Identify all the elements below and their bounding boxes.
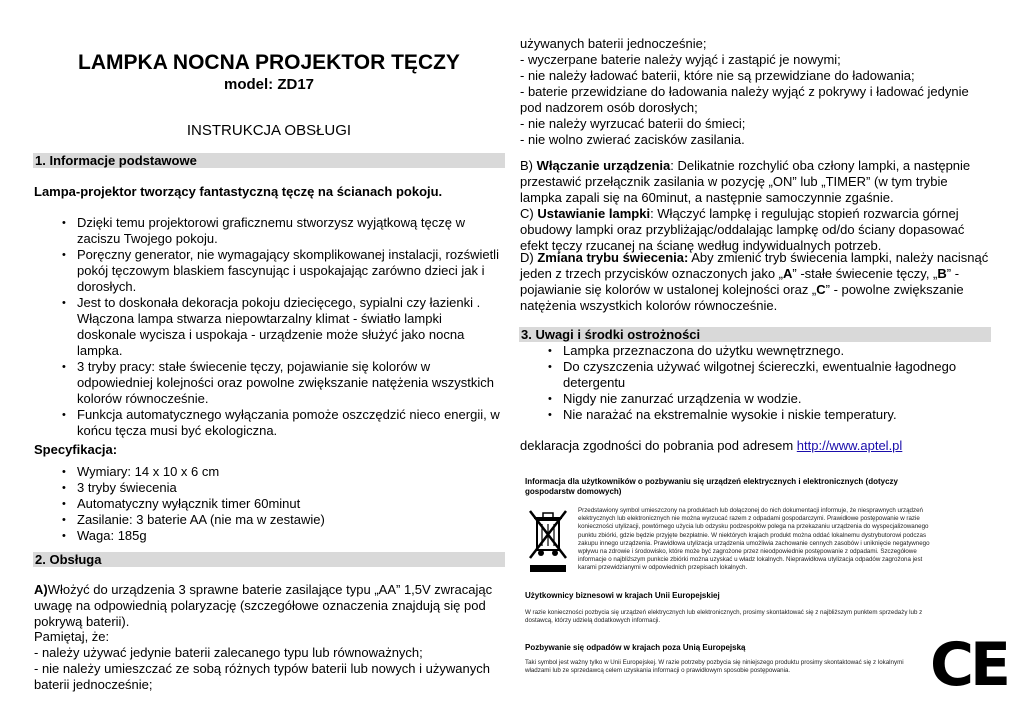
spec-heading: Specyfikacja:: [34, 442, 118, 457]
step-d-paragraph: D) Zmiana trybu świecenia: Aby zmienić tryb świecenia lampki, należy nacisnąć jeden z trzech przycisków oznaczonych jako „A” -stałe świecenie tęczy, „B” - pojawianie się kolorów w ustalonej kolejności oraz „C” - powolne zwiększanie natężenia wszystkich kolorów równocześnie.: [520, 250, 989, 313]
battery-rule: - baterie przewidziane do ładowania należy wyjąć z pokrywy i ładować jedynie pod nadzorem osób dorosłych;: [520, 84, 969, 115]
section-3-heading: 3. Uwagi i środki ostrożności: [519, 327, 991, 342]
bullet-icon: •: [62, 409, 66, 421]
battery-rule: - należy używać jedynie baterii zalecanego typu lub równoważnych;: [34, 645, 423, 660]
list-item: • Automatyczny wyłącznik timer 60minut: [62, 496, 301, 511]
battery-rule: - nie należy wyrzucać baterii do śmieci;: [520, 116, 746, 131]
bullet-icon: •: [62, 217, 66, 229]
battery-rule: - nie należy umieszczać ze sobą różnych typów baterii lub nowych i używanych baterii jednocześnie;: [34, 661, 490, 692]
bullet-icon: •: [548, 409, 552, 421]
battery-rule: - nie wolno zwierać zacisków zasilania.: [520, 132, 745, 147]
feature-list: [34, 215, 504, 439]
list-item: • 3 tryby pracy: stałe świecenie tęczy, pojawianie się kolorów w odpowiedniej kolejności oraz powolne zwiększanie natężenia wszystkich kolorów równocześnie.: [62, 359, 494, 406]
list-item: • Jest to doskonała dekoracja pokoju dziecięcego, sypialni czy łazienki . Włączona lampa stwarza niepowtarzalny klimat - światło lampki doskonale wycisza i uspokaja - urządzenie może służyć jako nocna lampka.: [62, 295, 481, 358]
ce-mark: CE: [930, 630, 1008, 700]
remember-label: Pamiętaj, że:: [34, 629, 110, 644]
crossed-bin-icon: [527, 508, 569, 574]
list-item: • Nigdy nie zanurzać urządzenia w wodzie.: [548, 391, 802, 406]
bullet-icon: •: [62, 361, 66, 373]
battery-rule-continued: używanych baterii jednocześnie;: [520, 36, 707, 51]
list-item: • Poręczny generator, nie wymagający skomplikowanej instalacji, rozświetli pokój tęczowym blaskiem fascynując i uspokajając zarówno dzieci jak i dorosłych.: [62, 247, 499, 294]
bullet-icon: •: [62, 297, 66, 309]
spec-list: [34, 464, 504, 544]
safety-list: [520, 343, 990, 423]
weee-business-text: W razie konieczności pozbycia się urządzeń elektrycznych lub elektronicznych, prosimy skontaktować się z najbliższym punktem sprzedaży lub z dostawcą, którzy udzielą dodatkowych informacji.: [525, 609, 923, 625]
weee-text: Przedstawiony symbol umieszczony na produktach lub dołączonej do nich dokumentacji informuje, że niesprawnych urządzeń elektrycznych lub elektronicznych nie można wyrzucać razem z odpadami gospodarczymi. Prawidłowe postępowanie w razie konieczności utylizacji, powtórnego użycia lub odzysku podzespołów polega na przekazaniu urządzenia do wyspecjalizowanego punktu zbiórki, gdzie będzie przyjęte bezpłatnie. W niektórych krajach produkt można oddać lokalnemu dystrybutorowi podczas zakupu innego urządzenia. Prawidłowa utylizacja urządzenia umożliwia zachowanie cennych zasobów i uniknięcie negatywnego wpływu na zdrowie i środowisko, które może być zagrożone przez nieodpowiednie postępowanie z odpadami. Szczegółowe informacje o najbliższym punkcie zbiórki można uzyskać u władz lokalnych. Nieprawidłowa utylizacja odpadów zagrożona jest karami przewidzianymi w odpowiednich przepisach lokalnych.: [578, 507, 930, 572]
weee-business-title: Użytkownicy biznesowi w krajach Unii Europejskiej: [525, 591, 720, 600]
battery-rule: - nie należy ładować baterii, które nie są przewidziane do ładowania;: [520, 68, 915, 83]
weee-title: Informacja dla użytkowników o pozbywaniu się urządzeń elektrycznych i elektronicznych (dotyczy gospodarstw domowych): [525, 477, 898, 496]
document-title: LAMPKA NOCNA PROJEKTOR TĘCZY: [78, 51, 460, 74]
list-item: • Nie narażać na ekstremalnie wysokie i niskie temperatury.: [548, 407, 897, 422]
bullet-icon: •: [62, 530, 66, 542]
weee-outside-title: Pozbywanie się odpadów w krajach poza Unią Europejską: [525, 643, 746, 652]
manual-subtitle: INSTRUKCJA OBSŁUGI: [186, 122, 352, 139]
step-a-paragraph: A)Włożyć do urządzenia 3 sprawne baterie zasilające typu „AA” 1,5V zwracając uwagę na odpowiednią polaryzację (szczegółowe oznaczenia znajdują się pod pokrywą baterii).: [34, 582, 493, 629]
bullet-icon: •: [548, 393, 552, 405]
step-b-paragraph: B) Włączanie urządzenia: Delikatnie rozchylić oba człony lampki, a następnie przestawić przełącznik zasilania w pozycję „ON” lub „TIMER” (w tym trybie lampka zapali się na 60minut, a następnie samoczynnie zgaśnie.: [520, 158, 971, 205]
bullet-icon: •: [62, 482, 66, 494]
bullet-icon: •: [62, 514, 66, 526]
bullet-icon: •: [62, 249, 66, 261]
bullet-icon: •: [62, 466, 66, 478]
list-item: • Zasilanie: 3 baterie AA (nie ma w zestawie): [62, 512, 325, 527]
declaration-link[interactable]: http://www.aptel.pl: [796, 438, 903, 453]
declaration-line: deklaracja zgodności do pobrania pod adresem http://www.aptel.pl: [520, 438, 903, 453]
list-item: • Funkcja automatycznego wyłączania pomoże oszczędzić nieco energii, w końcu tęcza musi być ekologiczna.: [62, 407, 500, 438]
list-item: • Lampka przeznaczona do użytku wewnętrznego.: [548, 343, 845, 358]
list-item: • 3 tryby świecenia: [62, 480, 177, 495]
list-item: • Dzięki temu projektorowi graficznemu stworzysz wyjątkową tęczę w zaciszu Twojego pokoju.: [62, 215, 465, 246]
bullet-icon: •: [548, 345, 552, 357]
model-number: model: ZD17: [223, 76, 314, 93]
step-c-paragraph: C) Ustawianie lampki: Włączyć lampkę i regulując stopień rozwarcia górnej obudowy lampki oraz przybliżając/oddalając lampkę od/do ściany dopasować efekt tęczy rzucanej na ścianę według indywidualnych potrzeb.: [520, 206, 965, 253]
bullet-icon: •: [62, 498, 66, 510]
list-item: • Wymiary: 14 x 10 x 6 cm: [62, 464, 220, 479]
section-1-heading: 1. Informacje podstawowe: [33, 153, 505, 168]
list-item: • Do czyszczenia używać wilgotnej ściereczki, ewentualnie łagodnego detergentu: [548, 359, 957, 390]
list-item: • Waga: 185g: [62, 528, 147, 543]
section-2-heading: 2. Obsługa: [33, 552, 505, 567]
section-1-intro: Lampa-projektor tworzący fantastyczną tęczę na ścianach pokoju.: [34, 184, 443, 199]
battery-rule: - wyczerpane baterie należy wyjąć i zastąpić je nowymi;: [520, 52, 841, 67]
weee-outside-text: Taki symbol jest ważny tylko w Unii Europejskej. W razie potrzeby pozbycia się niniejszego produktu prosimy skontaktować się z lokalnymi władzami lub ze sprzedawcą celem uzyskania informacji o prawidłowym sposobie postępowania.: [525, 659, 904, 675]
bullet-icon: •: [548, 361, 552, 373]
